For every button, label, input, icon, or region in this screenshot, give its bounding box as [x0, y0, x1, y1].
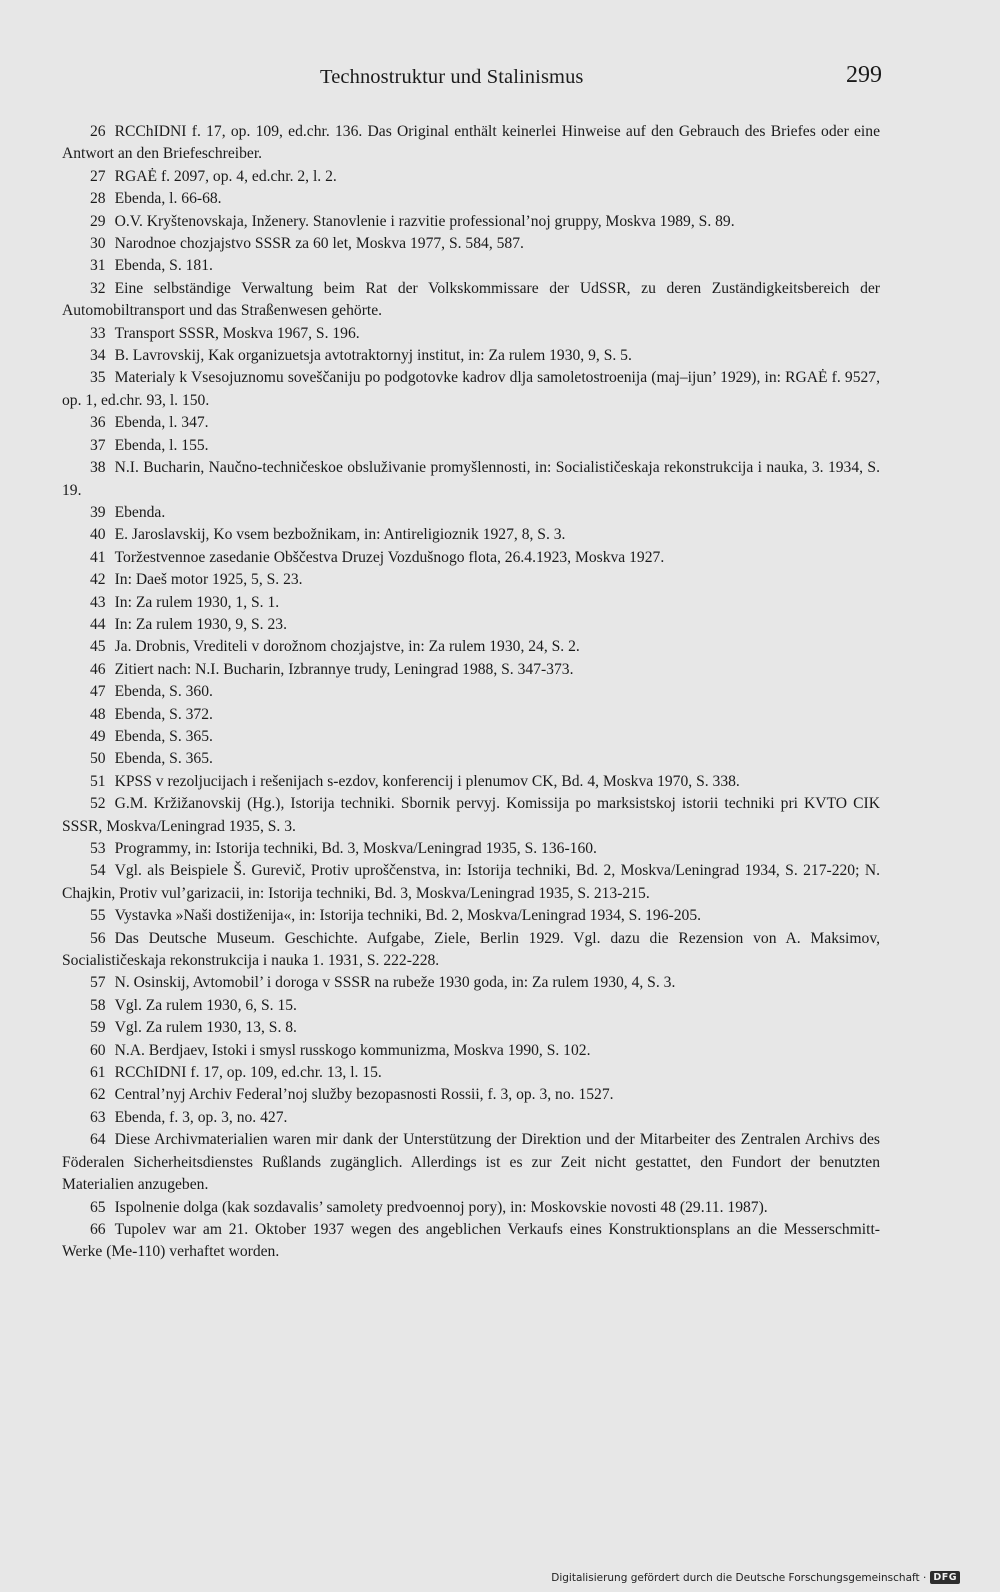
dfg-logo: DFG: [930, 1571, 960, 1584]
endnote-text: N. Osinskij, Avtomobil’ i doroga v SSSR na rubeže 1930 goda, in: Za rulem 1930, 4, S. 3.: [114, 974, 676, 992]
endnote-item: [62, 1017, 880, 1039]
endnote-text: Ebenda.: [114, 503, 166, 521]
endnote-number: 51: [90, 772, 106, 790]
endnote-text: In: Za rulem 1930, 1, S. 1.: [114, 593, 280, 611]
endnote-text: G.M. Kržižanovskij (Hg.), Istorija techniki. Sbornik pervyj. Komissija po marksistskoj istorii techniki pri KVTO CIK SSSR, Moskva/Leningrad 1935, S. 3.: [62, 795, 880, 835]
endnote-item: [62, 188, 880, 210]
endnote-number: 27: [90, 167, 106, 185]
endnote-item: [62, 928, 880, 973]
endnote-number: 40: [90, 526, 106, 544]
endnote-number: 50: [90, 750, 106, 768]
endnote-number: 63: [90, 1108, 106, 1126]
endnote-text: Narodnoe chozjajstvo SSSR za 60 let, Moskva 1977, S. 584, 587.: [114, 235, 524, 253]
endnote-text: Ispolnenie dolga (kak sozdavalis’ samolety predvoennoj pory), in: Moskovskie novosti 48 (29.11. 1987).: [114, 1198, 768, 1216]
endnote-text: Toržestvennoe zasedanie Obščestva Druzej Vozdušnogo flota, 26.4.1923, Moskva 1927.: [114, 548, 665, 566]
endnote-number: 35: [90, 369, 106, 387]
endnote-text: Ebenda, S. 181.: [114, 257, 213, 275]
endnote-number: 43: [90, 593, 106, 611]
endnote-number: 57: [90, 974, 106, 992]
endnote-text: Tupolev war am 21. Oktober 1937 wegen des angeblichen Verkaufs eines Konstruktionsplans an die Messerschmitt-Werke (Me-110) verhaftet worden.: [62, 1220, 880, 1261]
endnote-number: 49: [90, 727, 106, 745]
endnote-text: Ja. Drobnis, Vrediteli v dorožnom chozjajstve, in: Za rulem 1930, 24, S. 2.: [114, 638, 580, 656]
endnote-text: Ebenda, S. 372.: [114, 705, 213, 723]
endnote-item: [62, 1062, 880, 1084]
endnote-text: B. Lavrovskij, Kak organizuetsja avtotraktornyj institut, in: Za rulem 1930, 9, S. 5.: [114, 347, 632, 365]
endnote-item: [62, 1107, 880, 1129]
endnote-number: 39: [90, 503, 106, 521]
endnote-item: [62, 995, 880, 1017]
endnote-text: RGAĖ f. 2097, op. 4, ed.chr. 2, l. 2.: [114, 167, 337, 185]
endnote-text: Central’nyj Archiv Federal’noj služby bezopasnosti Rossii, f. 3, op. 3, no. 1527.: [114, 1086, 614, 1104]
endnote-item: [62, 726, 880, 748]
endnote-item: [62, 1197, 880, 1219]
endnote-item: [62, 524, 880, 546]
endnote-number: 33: [90, 324, 106, 342]
endnote-item: [62, 748, 880, 770]
endnote-text: Ebenda, f. 3, op. 3, no. 427.: [114, 1108, 288, 1126]
endnote-item: [62, 345, 880, 367]
endnote-number: 62: [90, 1086, 106, 1104]
endnote-text: Das Deutsche Museum. Geschichte. Aufgabe, Ziele, Berlin 1929. Vgl. dazu die Rezension von A. Maksimov, Socialističeskaja rekonstrukcija i nauka 1. 1931, S. 222-228.: [62, 929, 880, 970]
endnote-text: Ebenda, l. 347.: [114, 414, 209, 432]
endnote-item: [62, 1219, 880, 1264]
footer-text: Digitalisierung gefördert durch die Deutsche Forschungsgemeinschaft ·: [551, 1571, 927, 1584]
endnote-text: Ebenda, S. 365.: [114, 727, 213, 745]
endnote-item: [62, 592, 880, 614]
endnote-number: 38: [90, 459, 106, 477]
endnote-item: [62, 681, 880, 703]
endnote-number: 47: [90, 683, 106, 701]
endnote-item: [62, 771, 880, 793]
endnote-text: Vystavka »Naši dostiženija«, in: Istorija techniki, Bd. 2, Moskva/Leningrad 1934, S. 196-205.: [114, 907, 702, 925]
endnote-number: 61: [90, 1064, 106, 1082]
endnote-item: [62, 323, 880, 345]
endnote-number: 34: [90, 347, 106, 365]
endnote-text: Programmy, in: Istorija techniki, Bd. 3, Moskva/Leningrad 1935, S. 136-160.: [114, 840, 597, 857]
footer: [551, 1571, 960, 1584]
endnote-number: 37: [90, 436, 106, 454]
endnote-item: [62, 435, 880, 457]
endnote-text: Ebenda, S. 360.: [114, 683, 213, 701]
endnote-text: In: Daeš motor 1925, 5, S. 23.: [114, 571, 303, 589]
endnote-item: [62, 233, 880, 255]
endnote-item: [62, 1129, 880, 1196]
endnote-text: Zitiert nach: N.I. Bucharin, Izbrannye trudy, Leningrad 1988, S. 347-373.: [114, 660, 574, 678]
endnote-item: [62, 659, 880, 681]
endnote-number: 46: [90, 660, 106, 678]
endnote-text: RCChIDNI f. 17, op. 109, ed.chr. 136. Das Original enthält keinerlei Hinweise auf den Gebrauch des Briefes oder eine Antwort an den Briefeschreiber.: [62, 123, 880, 163]
endnotes-list: [62, 121, 880, 1264]
endnote-text: N.A. Berdjaev, Istoki i smysl russkogo kommunizma, Moskva 1990, S. 102.: [114, 1041, 591, 1059]
endnote-number: 59: [90, 1019, 106, 1037]
endnote-item: [62, 211, 880, 233]
endnote-item: [62, 972, 880, 994]
page-number: 299: [846, 62, 882, 88]
endnote-text: Vgl. als Beispiele Š. Gurevič, Protiv uproščenstva, in: Istorija techniki, Bd. 2, Moskva/Leningrad 1934, S. 217-220; N. Chajkin, Protiv vul’garizacii, in: Istorija techniki, Bd. 3, Moskva/Leningrad 1935, S. 213-215.: [62, 862, 880, 902]
endnote-number: 36: [90, 414, 106, 432]
endnote-text: Ebenda, S. 365.: [114, 750, 213, 768]
endnote-number: 32: [90, 279, 106, 297]
endnote-item: [62, 905, 880, 927]
endnote-number: 55: [90, 907, 106, 925]
endnote-item: [62, 1040, 880, 1062]
endnote-item: [62, 367, 880, 412]
endnote-text: Transport SSSR, Moskva 1967, S. 196.: [114, 324, 360, 342]
endnote-number: 30: [90, 235, 106, 253]
endnote-number: 56: [90, 929, 106, 947]
endnote-item: [62, 793, 880, 838]
endnote-item: [62, 547, 880, 569]
endnote-number: 60: [90, 1041, 106, 1059]
endnote-item: [62, 838, 880, 860]
endnote-number: 48: [90, 705, 106, 723]
endnote-text: Ebenda, l. 155.: [114, 436, 209, 454]
endnote-number: 64: [90, 1131, 106, 1149]
endnote-item: [62, 569, 880, 591]
endnote-number: 31: [90, 257, 106, 275]
endnote-number: 58: [90, 996, 106, 1014]
page-title: Technostruktur und Stalinismus: [320, 66, 584, 88]
endnote-number: 44: [90, 615, 106, 633]
endnote-item: [62, 502, 880, 524]
endnote-text: O.V. Kryštenovskaja, Inženery. Stanovlenie i razvitie professional’noj gruppy, Moskva 1989, S. 89.: [114, 212, 735, 230]
endnote-item: [62, 614, 880, 636]
endnote-text: E. Jaroslavskij, Ko vsem bezbožnikam, in: Antireligioznik 1927, 8, S. 3.: [114, 526, 566, 544]
endnote-number: 26: [90, 123, 106, 140]
running-head: [62, 62, 882, 98]
endnote-text: In: Za rulem 1930, 9, S. 23.: [114, 615, 287, 633]
endnote-item: [62, 255, 880, 277]
endnote-number: 28: [90, 190, 106, 208]
endnote-text: Diese Archivmaterialien waren mir dank der Unterstützung der Direktion und der Mitarbeiter des Zentralen Archivs des Föderalen Sicherheitsdienstes Rußlands zugänglich. Allerdings ist es zur Zeit nicht gestattet, den Fundort der benutzten Materialien anzugeben.: [62, 1131, 880, 1194]
endnote-number: 29: [90, 212, 106, 230]
endnote-item: [62, 457, 880, 502]
endnote-text: RCChIDNI f. 17, op. 109, ed.chr. 13, l. 15.: [114, 1064, 382, 1082]
endnote-item: [62, 704, 880, 726]
endnote-item: [62, 278, 880, 323]
endnote-text: N.I. Bucharin, Naučno-techničeskoe obsluživanie promyšlennosti, in: Socialističeskaja rekonstrukcija i nauka, 3. 1934, S. 19.: [62, 459, 880, 499]
endnote-number: 45: [90, 638, 106, 656]
endnote-number: 54: [90, 862, 106, 880]
endnote-item: [62, 412, 880, 434]
endnote-item: [62, 1084, 880, 1106]
endnote-number: 41: [90, 548, 106, 566]
endnote-text: Ebenda, l. 66-68.: [114, 190, 222, 208]
endnote-number: 52: [90, 795, 106, 813]
endnote-number: 66: [90, 1220, 106, 1238]
endnote-item: [62, 121, 880, 166]
endnote-item: [62, 860, 880, 905]
endnote-number: 53: [90, 840, 106, 857]
endnote-text: Vgl. Za rulem 1930, 13, S. 8.: [114, 1019, 297, 1037]
endnote-item: [62, 636, 880, 658]
endnote-item: [62, 166, 880, 188]
endnote-text: Vgl. Za rulem 1930, 6, S. 15.: [114, 996, 297, 1014]
endnote-number: 65: [90, 1198, 106, 1216]
endnote-text: Eine selbständige Verwaltung beim Rat der Volkskommissare der UdSSR, zu deren Zuständigkeitsbereich der Automobiltransport und das Straßenwesen gehörte.: [62, 279, 880, 320]
endnote-number: 42: [90, 571, 106, 589]
endnote-text: KPSS v rezoljucijach i rešenijach s-ezdov, konferencij i plenumov CK, Bd. 4, Moskva 1970, S. 338.: [114, 772, 740, 790]
endnote-text: Materialy k Vsesojuznomu soveščaniju po podgotovke kadrov dlja samoletostroenija (maj–ijun’ 1929), in: RGAĖ f. 9527, op. 1, ed.chr. 93, l. 150.: [62, 369, 880, 409]
